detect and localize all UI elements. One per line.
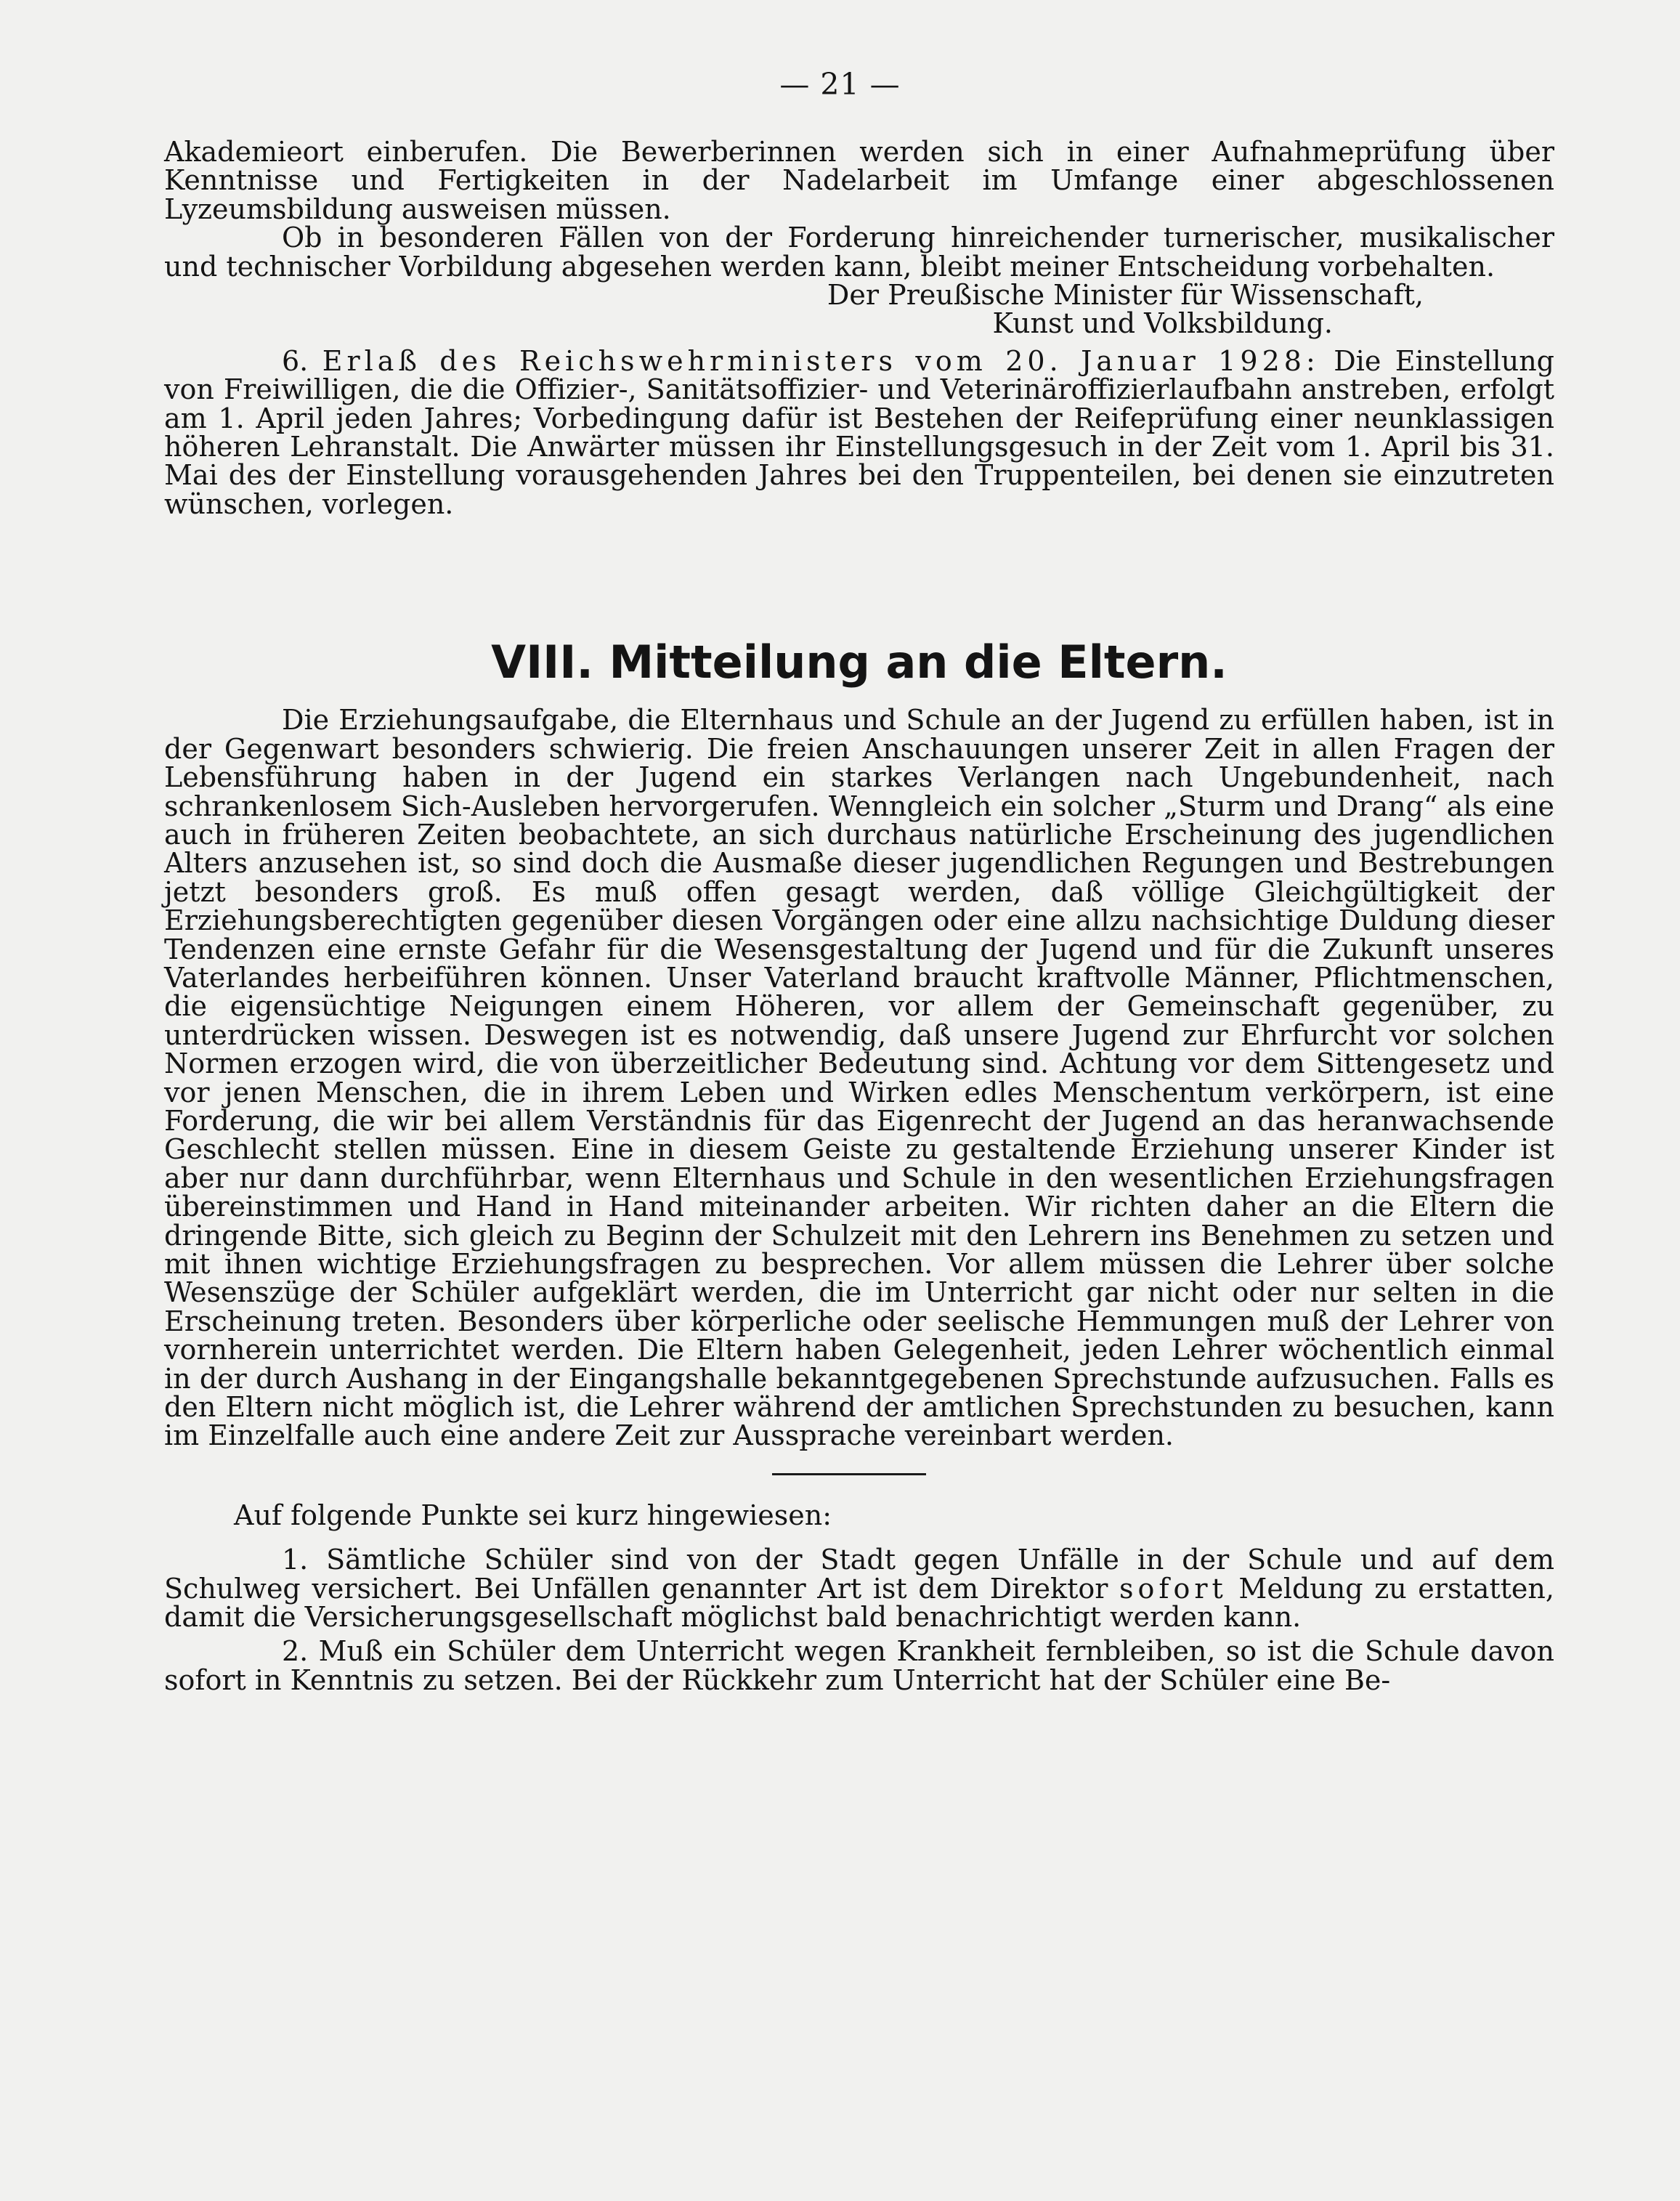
point-1 xyxy=(164,1546,1554,1632)
section-divider xyxy=(772,1473,926,1475)
signature-line-2: Kunst und Volksbildung. xyxy=(992,307,1333,340)
points-intro: Auf folgende Punkte sei kurz hingewiesen: xyxy=(234,1499,832,1531)
section-heading: VIII. Mitteilung an die Eltern. xyxy=(491,636,1227,689)
point-2 xyxy=(164,1637,1554,1695)
signature-line-1: Der Preußische Minister für Wissenschaft, xyxy=(827,279,1424,312)
point-1-before: 1. Sämtliche Schüler sind von der Stadt gegen Unfälle in der Schule und auf dem Schulweg versichert. Bei Unfällen genannter Art ist dem Direktor xyxy=(164,1544,1554,1605)
intro-paragraph-1: Akademieort einberufen. Die Bewerberinnen werden sich in einer Aufnahmeprüfung über Kenntnisse und Fertigkeiten in der Nadelarbeit im Umfange einer abgeschlossenen Lyzeumsbildung ausweisen müssen. xyxy=(164,136,1554,225)
decree-paragraph xyxy=(164,344,1554,520)
decree-title: Erlaß des Reichswehrministers vom 20. Januar 1928: xyxy=(322,344,1320,377)
intro-paragraph-2: Ob in besonderen Fällen von der Forderung hinreichender turnerischer, musikalischer und technischer Vorbildung abgesehen werden kann, bleibt meiner Entscheidung vorbehalten. xyxy=(164,222,1554,283)
page-content xyxy=(164,138,1554,1695)
page-number: — 21 — xyxy=(779,67,901,102)
main-paragraph: Die Erziehungsaufgabe, die Elternhaus und Schule an der Jugend zu erfüllen haben, ist in der Gegenwart besonders schwierig. Die freien Anschauungen unserer Zeit in allen Fragen der Lebensführung haben in der Jugend ein starkes Verlangen nach Ungebundenheit, nach schrankenlosem Sich-Ausleben hervorgerufen. Wenngleich ein solcher „Sturm und Drang“ als eine auch in früheren Zeiten beobachtete, an sich durchaus natürliche Erscheinung des jugendlichen Alters anzusehen ist, so sind doch die Ausmaße dieser jugendlichen Regungen und Bestrebungen jetzt besonders groß. Es muß offen gesagt werden, daß völlige Gleichgültigkeit der Erziehungsberechtigten gegenüber diesen Vorgängen oder eine allzu nachsichtige Duldung dieser Tendenzen eine ernste Gefahr für die Wesensgestaltung der Jugend und für die Zukunft unseres Vaterlandes herbeiführen können. Unser Vaterland braucht kraftvolle Männer, Pflichtmenschen, die eigensüchtige Neigungen einem Höheren, vor allem der Gemeinschaft gegenüber, zu unterdrücken wissen. Deswegen ist es notwendig, daß unsere Jugend zur Ehrfurcht vor solchen Normen erzogen wird, die von überzeitlicher Bedeutung sind. Achtung vor dem Sittengesetz und vor jenen Menschen, die in ihrem Leben und Wirken edles Menschentum verkörpern, ist eine Forderung, die wir bei allem Verständnis für das Eigenrecht der Jugend an das heranwachsende Geschlecht stellen müssen. Eine in diesem Geiste zu gestaltende Erziehung unserer Kinder ist aber nur dann durchführbar, wenn Elternhaus und Schule in den wesentlichen Erziehungsfragen übereinstimmen und Hand in Hand miteinander arbeiten. Wir richten daher an die Eltern die dringende Bitte, sich gleich zu Beginn der Schulzeit mit den Lehrern ins Benehmen zu setzen und mit ihnen wichtige Erziehungsfragen zu besprechen. Vor allem müssen die Lehrer über solche Wesenszüge der Schüler aufgeklärt werden, die im Unterricht gar nicht oder nur selten in die Erscheinung treten. Besonders über körperliche oder seelische Hemmungen muß der Lehrer von vornherein unterrichtet werden. Die Eltern haben Gelegenheit, jeden Lehrer wöchentlich einmal in der durch Aushang in der Eingangshalle bekanntgegebenen Sprechstunde aufzusuchen. Falls es den Eltern nicht möglich ist, die Lehrer während der amtlichen Sprechstunden zu besuchen, kann im Einzelfalle auch eine andere Zeit zur Aussprache vereinbart werden. xyxy=(164,704,1554,1452)
section-divider-area xyxy=(164,1451,1554,1501)
point-1-after: Meldung zu erstatten, damit die Versicherungsgesellschaft möglichst bald benachrichtigt werden kann. xyxy=(164,1572,1554,1634)
point-1-emphasis: sofort xyxy=(1119,1572,1227,1605)
decree-number: 6. xyxy=(282,344,309,377)
decree-text: Die Einstellung von Freiwilligen, die die Offizier-, Sanitätsoffizier- und Veterinäroffizierlaufbahn anstreben, erfolgt am 1. April jeden Jahres; Vorbedingung dafür ist Bestehen der Reifeprüfung einer neunklassigen höheren Lehranstalt. Die Anwärter müssen ihr Einstellungsgesuch in der Zeit vom 1. April bis 31. Mai des der Einstellung vorausgehenden Jahres bei den Truppenteilen, bei denen sie einzutreten wünschen, vorlegen. xyxy=(164,344,1554,520)
point-2-text: 2. Muß ein Schüler dem Unterricht wegen Krankheit fernbleiben, so ist die Schule davon sofort in Kenntnis zu setzen. Bei der Rückkehr zum Unterricht hat der Schüler eine Be- xyxy=(164,1635,1554,1696)
